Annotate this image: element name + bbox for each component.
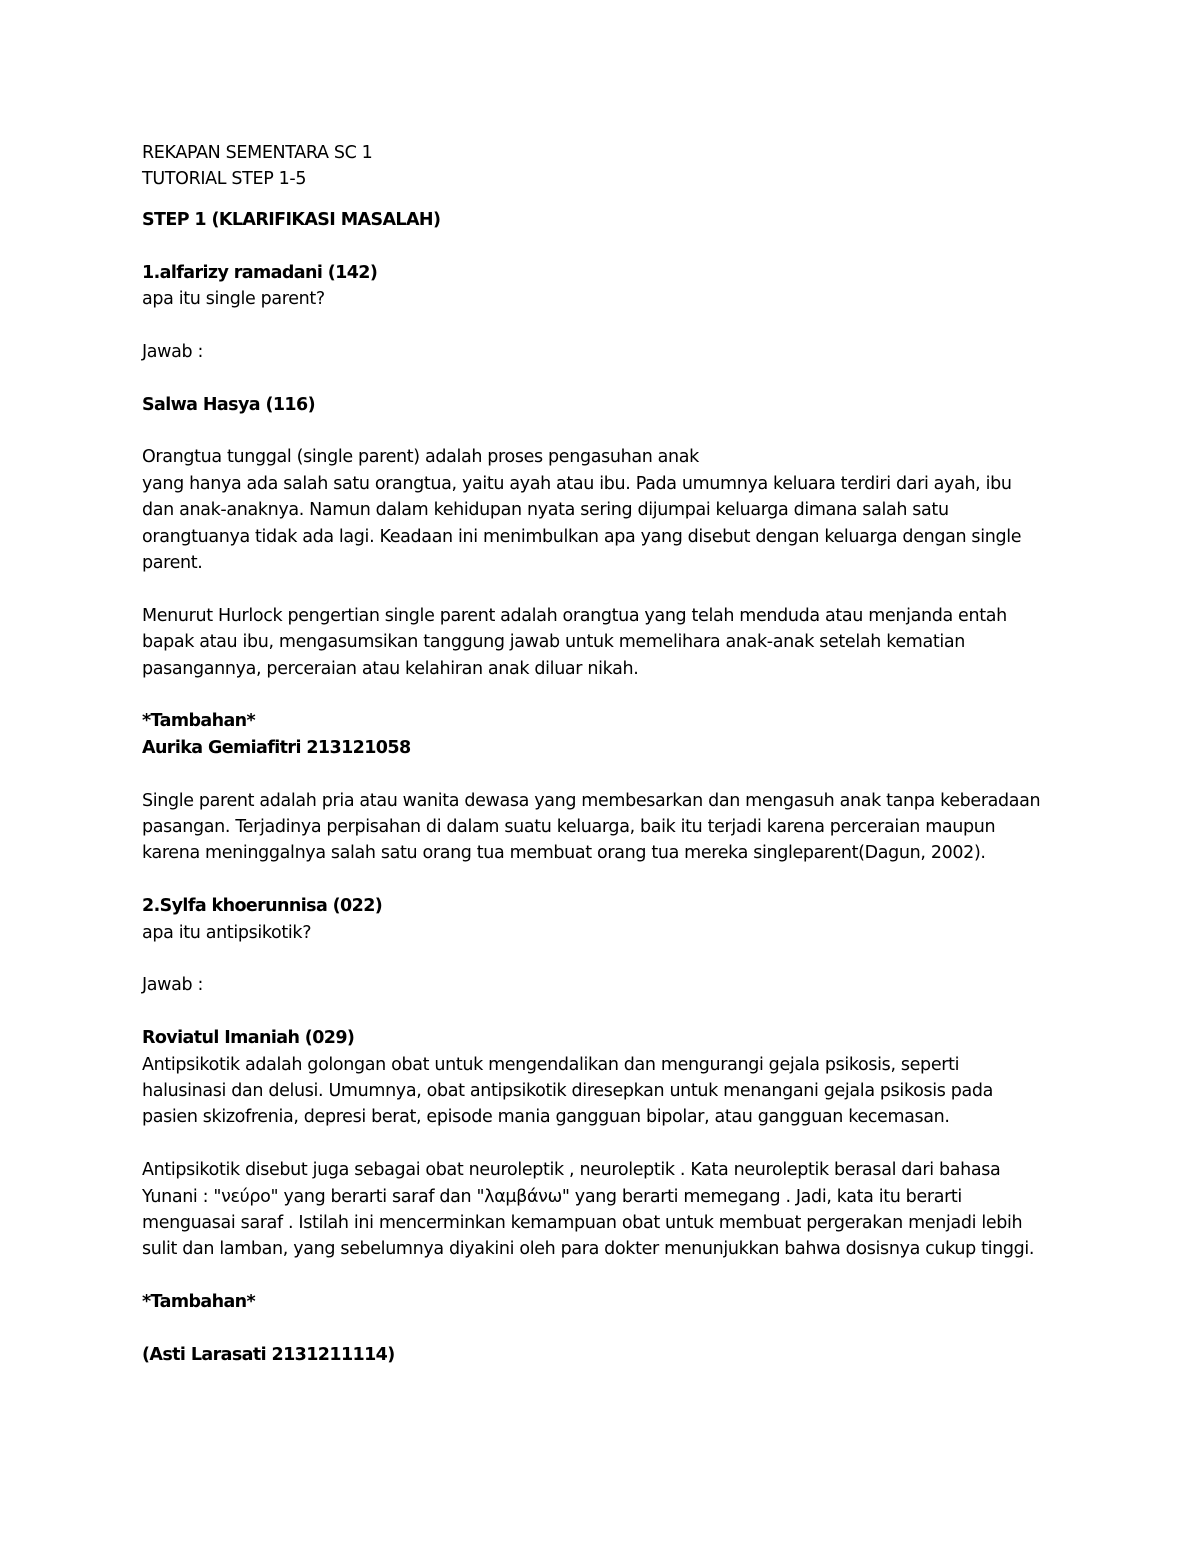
paragraph-line: orangtuanya tidak ada lagi. Keadaan ini menimbulkan apa yang disebut dengan keluarga dengan single (142, 526, 1022, 547)
paragraph-line: Single parent adalah pria atau wanita dewasa yang membesarkan dan mengasuh anak tanpa keberadaan (142, 790, 1041, 811)
spacer (142, 1131, 1072, 1157)
spacer (142, 867, 1072, 893)
q1-answerer: Salwa Hasya (116) (142, 394, 315, 415)
spacer (142, 1316, 1072, 1342)
paragraph-line: bapak atau ibu, mengasumsikan tanggung jawab untuk memelihara anak-anak setelah kematian (142, 632, 965, 653)
q1-asker: 1.alfarizy ramadani (142) (142, 262, 378, 283)
paragraph-line: menguasai saraf . Istilah ini mencerminkan kemampuan obat untuk membuat pergerakan menjadi lebih (142, 1213, 1023, 1234)
q1-tambahan-name: Aurika Gemiafitri 213121058 (142, 737, 411, 758)
spacer (142, 576, 1072, 602)
q2-tambahan-label: *Tambahan* (142, 1292, 256, 1313)
q2-answerer: Roviatul Imaniah (029) (142, 1028, 355, 1049)
q1-tambahan-label: *Tambahan* (142, 711, 256, 732)
paragraph-line: yang hanya ada salah satu orangtua, yaitu ayah atau ibu. Pada umumnya keluara terdiri dari ayah, ibu (142, 473, 1012, 494)
paragraph-line: Menurut Hurlock pengertian single parent adalah orangtua yang telah menduda atau menjanda entah (142, 605, 1007, 626)
step1-heading: STEP 1 (KLARIFIKASI MASALAH) (142, 209, 441, 230)
paragraph-line: dan anak-anaknya. Namun dalam kehidupan nyata sering dijumpai keluarga dimana salah satu (142, 500, 949, 521)
q1-jawab-label: Jawab : (142, 341, 204, 362)
spacer (142, 946, 1072, 972)
spacer (142, 418, 1072, 444)
paragraph-line: sulit dan lamban, yang sebelumnya diyakini oleh para dokter menunjukkan bahwa dosisnya cukup tinggi. (142, 1239, 1035, 1260)
q1-tambahan-paragraph (142, 788, 1072, 867)
paragraph-line: Antipsikotik disebut juga sebagai obat neuroleptik , neuroleptik . Kata neuroleptik berasal dari bahasa (142, 1160, 1001, 1181)
paragraph-line: pasangannya, perceraian atau kelahiran anak diluar nikah. (142, 658, 639, 679)
spacer (142, 365, 1072, 391)
q1-answer-paragraph-2 (142, 603, 1072, 682)
paragraph-line: pasien skizofrenia, depresi berat, episode mania gangguan bipolar, atau gangguan kecemasan. (142, 1107, 950, 1128)
q2-asker: 2.Sylfa khoerunnisa (022) (142, 896, 383, 917)
q2-answer-paragraph-1 (142, 1052, 1072, 1131)
spacer (142, 312, 1072, 338)
spacer (142, 761, 1072, 787)
doc-header-line-2: TUTORIAL STEP 1-5 (142, 169, 307, 190)
spacer (142, 999, 1072, 1025)
paragraph-line: Yunani : "νεύρο" yang berarti saraf dan "λαμβάνω" yang berarti memegang . Jadi, kata itu berarti (142, 1186, 962, 1207)
q2-question: apa itu antipsikotik? (142, 922, 312, 943)
q2-tambahan-name: (Asti Larasati 2131211114) (142, 1345, 395, 1366)
paragraph-line: Orangtua tunggal (single parent) adalah proses pengasuhan anak (142, 447, 699, 468)
document-page (142, 140, 1072, 1368)
q2-jawab-label: Jawab : (142, 975, 204, 996)
spacer (142, 1263, 1072, 1289)
paragraph-line: pasangan. Terjadinya perpisahan di dalam suatu keluarga, baik itu terjadi karena perceraian maupun (142, 817, 996, 838)
spacer (142, 233, 1072, 259)
paragraph-line: halusinasi dan delusi. Umumnya, obat antipsikotik diresepkan untuk menangani gejala psikosis pada (142, 1081, 993, 1102)
spacer (142, 193, 1072, 207)
q1-question: apa itu single parent? (142, 289, 325, 310)
paragraph-line: karena meninggalnya salah satu orang tua membuat orang tua mereka singleparent(Dagun, 2002). (142, 843, 986, 864)
q2-answer-paragraph-2 (142, 1157, 1072, 1263)
paragraph-line: parent. (142, 553, 203, 574)
spacer (142, 682, 1072, 708)
doc-header-line-1: REKAPAN SEMENTARA SC 1 (142, 143, 373, 163)
paragraph-line: Antipsikotik adalah golongan obat untuk mengendalikan dan mengurangi gejala psikosis, seperti (142, 1054, 960, 1075)
q1-answer-paragraph-1 (142, 444, 1072, 576)
